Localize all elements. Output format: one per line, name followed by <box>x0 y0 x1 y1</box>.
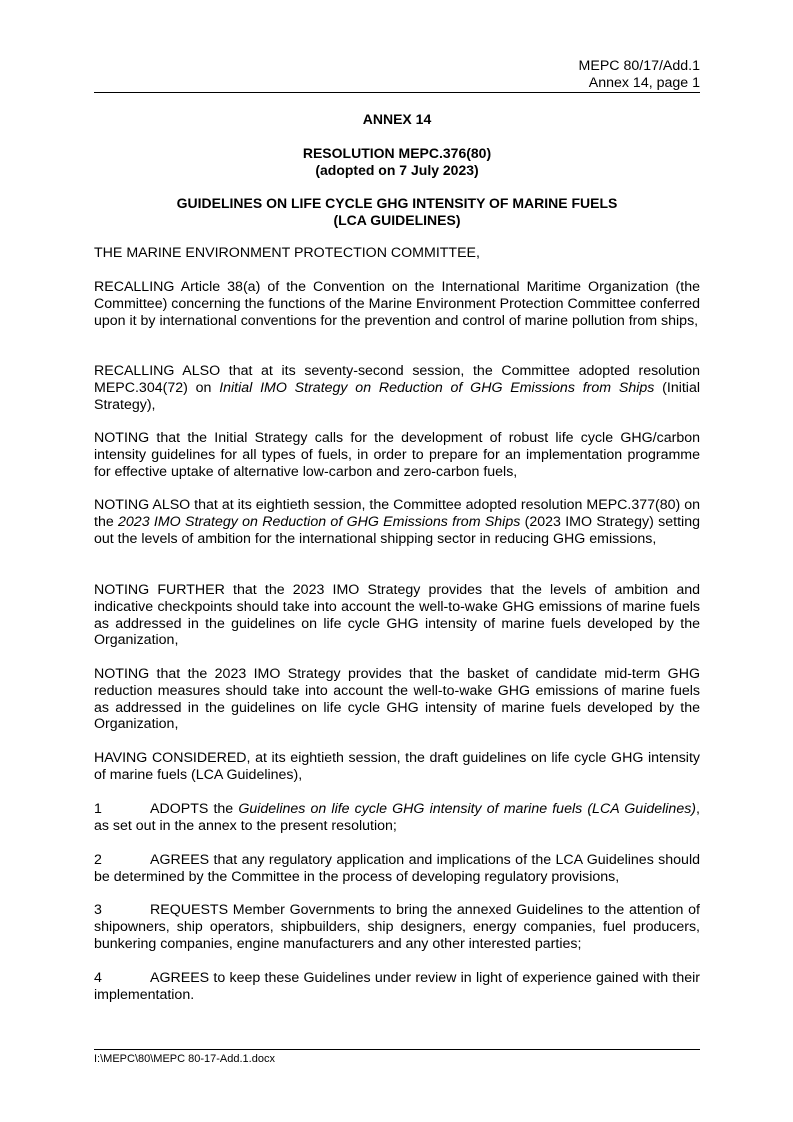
guidelines-title-line1: GUIDELINES ON LIFE CYCLE GHG INTENSITY OF MARINE FUELS <box>176 195 618 211</box>
paragraph-number: 4 <box>94 970 102 986</box>
preamble-paragraph-1: RECALLING Article 38(a) of the Convention on the International Maritime Organization (the Committee) concerning the functions of the Marine Environment Protection Committee conferred upon it by international conventions for the prevention and control of marine pollution from ships, <box>94 279 700 329</box>
guidelines-title-line2: (LCA GUIDELINES) <box>333 212 461 228</box>
file-path-footer: I:\MEPC\80\MEPC 80-17-Add.1.docx <box>94 1053 275 1065</box>
preamble-paragraph-6: NOTING that the 2023 IMO Strategy provides that the basket of candidate mid-term GHG reduction measures should take into account the well-to-wake GHG emissions of marine fuels as addressed in the guidelines on life cycle GHG intensity of marine fuels developed by the Organization, <box>94 666 700 733</box>
footer-divider <box>94 1049 700 1050</box>
text-span: AGREES to keep these Guidelines under review in light of experience gained with their implementation. <box>94 970 700 1003</box>
text-span: NOTING ALSO that at its eightieth session, the Committee adopted resolution MEPC.377(80) on the <box>94 497 700 530</box>
committee-line: THE MARINE ENVIRONMENT PROTECTION COMMITTEE, <box>94 245 480 261</box>
italic-title: Initial IMO Strategy on Reduction of GHG Emissions from Ships <box>219 379 655 396</box>
paragraph-number: 3 <box>94 902 102 918</box>
text-span: RECALLING ALSO that at its seventy-second session, the Committee adopted resolution MEPC.304(72) on <box>94 363 700 396</box>
resolution-number: RESOLUTION MEPC.376(80) <box>302 145 492 161</box>
resolution-heading <box>94 145 700 179</box>
italic-title: 2023 IMO Strategy on Reduction of GHG Emissions from Ships <box>118 513 521 530</box>
text-span: ADOPTS the <box>150 801 239 817</box>
document-symbol: MEPC 80/17/Add.1 <box>578 58 700 74</box>
preamble-paragraph-3: NOTING that the Initial Strategy calls for the development of robust life cycle GHG/carbon intensity guidelines for all types of fuels, in order to prepare for an implementation programme for effective uptake of alternative low-carbon and zero-carbon fuels, <box>94 430 700 480</box>
operative-paragraph-3 <box>94 902 700 952</box>
paragraph-number: 2 <box>94 852 102 868</box>
preamble-paragraph-5: NOTING FURTHER that the 2023 IMO Strategy provides that the levels of ambition and indicative checkpoints should take into account the well-to-wake GHG emissions of marine fuels as addressed in the guidelines on life cycle GHG intensity of marine fuels developed by the Organization, <box>94 582 700 649</box>
preamble-paragraph-2 <box>94 363 700 413</box>
preamble-paragraph-4 <box>94 497 700 547</box>
operative-paragraph-1 <box>94 801 700 835</box>
paragraph-number: 1 <box>94 801 102 817</box>
text-span: AGREES that any regulatory application and implications of the LCA Guidelines should be determined by the Committee in the process of developing regulatory provisions, <box>94 852 700 885</box>
operative-paragraph-2 <box>94 852 700 886</box>
text-span: REQUESTS Member Governments to bring the annexed Guidelines to the attention of shipowners, ship operators, shipbuilders, ship designers, energy companies, fuel producers, bunkering companies, engine manufacturers and any other interested parties; <box>94 902 700 952</box>
text-span: (2023 IMO Strategy) setting out the levels of ambition for the international shipping sector in reducing GHG emissions, <box>94 513 700 547</box>
text-span: , as set out in the annex to the present resolution; <box>94 801 700 834</box>
page-reference: Annex 14, page 1 <box>588 75 700 91</box>
italic-title: Guidelines on life cycle GHG intensity of marine fuels (LCA Guidelines) <box>238 801 697 817</box>
text-span: (Initial Strategy), <box>94 379 700 413</box>
adoption-date: (adopted on 7 July 2023) <box>315 162 479 178</box>
annex-title: ANNEX 14 <box>362 111 432 127</box>
preamble-paragraph-7: HAVING CONSIDERED, at its eightieth session, the draft guidelines on life cycle GHG intensity of marine fuels (LCA Guidelines), <box>94 750 700 783</box>
header-divider <box>94 92 700 93</box>
operative-paragraph-4 <box>94 970 700 1004</box>
guidelines-title <box>94 195 700 229</box>
page-header <box>579 58 700 92</box>
